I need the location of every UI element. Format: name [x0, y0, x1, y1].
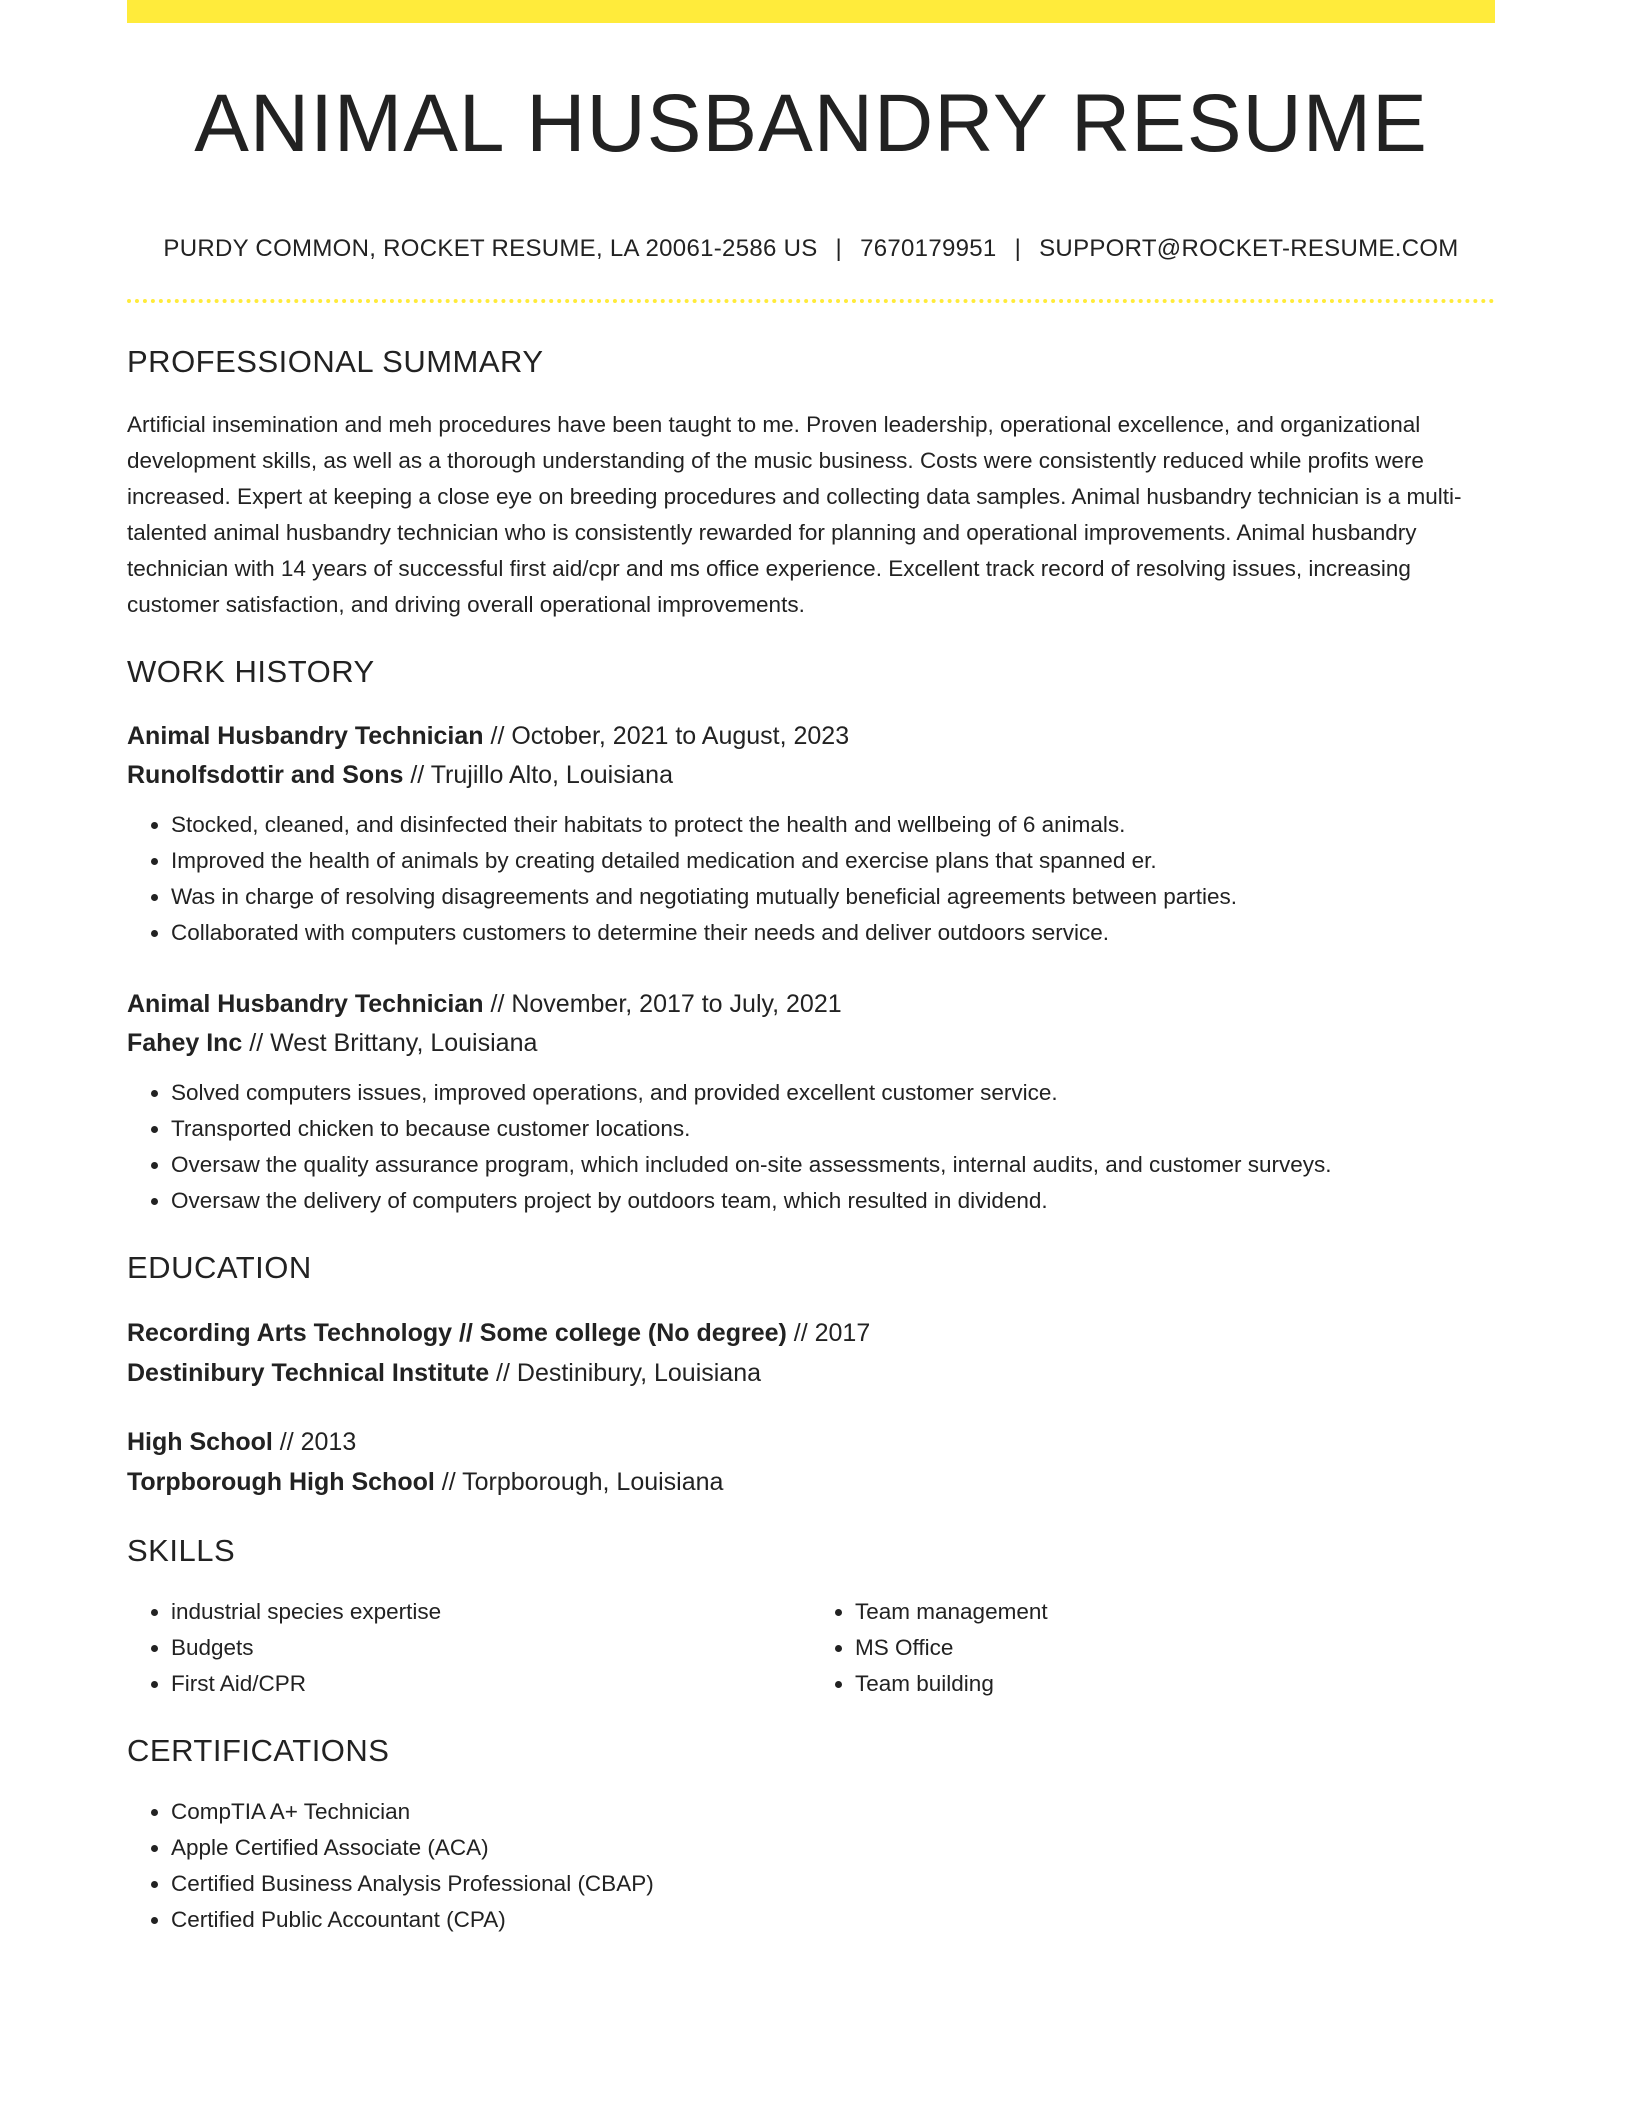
job-entry — [127, 985, 1495, 1219]
contact-separator: | — [835, 235, 843, 262]
section-title-certifications: CERTIFICATIONS — [127, 1733, 390, 1769]
job-bullets — [127, 807, 1495, 951]
skill-item: • MS Office — [855, 1630, 1495, 1666]
dotted-divider — [127, 299, 1495, 303]
education-section — [127, 1251, 1495, 1502]
education-location: // Torpborough, Louisiana — [434, 1468, 724, 1497]
job-role: Animal Husbandry Technician — [127, 722, 484, 751]
certification-item: • Certified Public Accountant (CPA) — [171, 1902, 1495, 1938]
education-location: // Destinibury, Louisiana — [489, 1359, 762, 1388]
education-year: // 2013 — [272, 1428, 357, 1457]
skill-item: • First Aid/CPR — [171, 1666, 811, 1702]
work-history-section — [127, 655, 1495, 1219]
job-bullet: • Oversaw the delivery of computers project by outdoors team, which resulted in dividend. — [171, 1183, 1495, 1219]
job-company: Runolfsdottir and Sons — [127, 761, 404, 790]
education-degree: Recording Arts Technology // Some college (No degree) — [127, 1319, 787, 1348]
job-location: // West Brittany, Louisiana — [242, 1029, 538, 1058]
job-dates: // October, 2021 to August, 2023 — [483, 722, 850, 751]
certifications-section — [127, 1734, 1495, 1938]
section-title-summary: PROFESSIONAL SUMMARY — [127, 344, 544, 379]
job-bullet: • Solved computers issues, improved operations, and provided excellent customer service. — [171, 1075, 1495, 1111]
contact-separator: | — [1014, 235, 1022, 262]
contact-address: PURDY COMMON, ROCKET RESUME, LA 20061-2586 US — [163, 235, 818, 262]
skills-list-left — [127, 1594, 811, 1702]
job-bullet: • Collaborated with computers customers to determine their needs and deliver outdoors service. — [171, 915, 1495, 951]
skill-item: • industrial species expertise — [171, 1594, 811, 1630]
skills-grid — [127, 1594, 1495, 1702]
job-bullet: • Improved the health of animals by creating detailed medication and exercise plans that spanned er. — [171, 843, 1495, 879]
contact-phone: 7670179951 — [860, 235, 997, 262]
skills-list-right — [811, 1594, 1495, 1702]
education-school: Destinibury Technical Institute — [127, 1359, 490, 1388]
section-title-education: EDUCATION — [127, 1250, 312, 1286]
job-bullet: • Stocked, cleaned, and disinfected their habitats to protect the health and wellbeing of 6 animals. — [171, 807, 1495, 843]
job-bullets — [127, 1075, 1495, 1219]
job-bullet: • Was in charge of resolving disagreements and negotiating mutually beneficial agreements between parties. — [171, 879, 1495, 915]
education-degree: High School — [127, 1428, 273, 1457]
education-entry — [127, 1313, 1495, 1393]
contact-email: SUPPORT@ROCKET-RESUME.COM — [1039, 235, 1459, 262]
skill-item: • Team building — [855, 1666, 1495, 1702]
job-location: // Trujillo Alto, Louisiana — [403, 761, 673, 790]
job-bullet: • Oversaw the quality assurance program, which included on-site assessments, internal audits, and customer surveys. — [171, 1147, 1495, 1183]
education-entry — [127, 1422, 1495, 1502]
accent-bar — [127, 0, 1495, 23]
skills-section — [127, 1534, 1495, 1702]
certification-item: • Apple Certified Associate (ACA) — [171, 1830, 1495, 1866]
section-title-work-history: WORK HISTORY — [127, 654, 375, 690]
resume-page — [127, 0, 1495, 1938]
section-title-skills: SKILLS — [127, 1533, 236, 1569]
job-dates: // November, 2017 to July, 2021 — [483, 990, 842, 1019]
education-year: // 2017 — [786, 1319, 871, 1348]
job-bullet: • Transported chicken to because customer locations. — [171, 1111, 1495, 1147]
summary-section — [127, 345, 1495, 623]
skill-item: • Team management — [855, 1594, 1495, 1630]
summary-text: Artificial insemination and meh procedures have been taught to me. Proven leadership, operational excellence, and organizational development skills, as well as a thorough understanding of the music business. Costs were consistently reduced while profits were increased. Expert at keeping a close eye on breeding procedures and collecting data samples. Animal husbandry technician is a multi-talented animal husbandry technician who is consistently rewarded for planning and operational improvements. Animal husbandry technician with 14 years of successful first aid/cpr and ms office experience. Excellent track record of resolving issues, increasing customer satisfaction, and driving overall operational improvements. — [127, 412, 1462, 618]
job-entry — [127, 717, 1495, 951]
resume-title: ANIMAL HUSBANDRY RESUME — [194, 78, 1428, 169]
certification-item: • CompTIA A+ Technician — [171, 1794, 1495, 1830]
certification-item: • Certified Business Analysis Professional (CBAP) — [171, 1866, 1495, 1902]
job-header — [127, 717, 1495, 795]
contact-line — [127, 235, 1495, 263]
skill-item: • Budgets — [171, 1630, 811, 1666]
job-header — [127, 985, 1495, 1063]
job-role: Animal Husbandry Technician — [127, 990, 484, 1019]
job-company: Fahey Inc — [127, 1029, 243, 1058]
education-school: Torpborough High School — [127, 1468, 435, 1497]
certifications-list — [127, 1794, 1495, 1938]
